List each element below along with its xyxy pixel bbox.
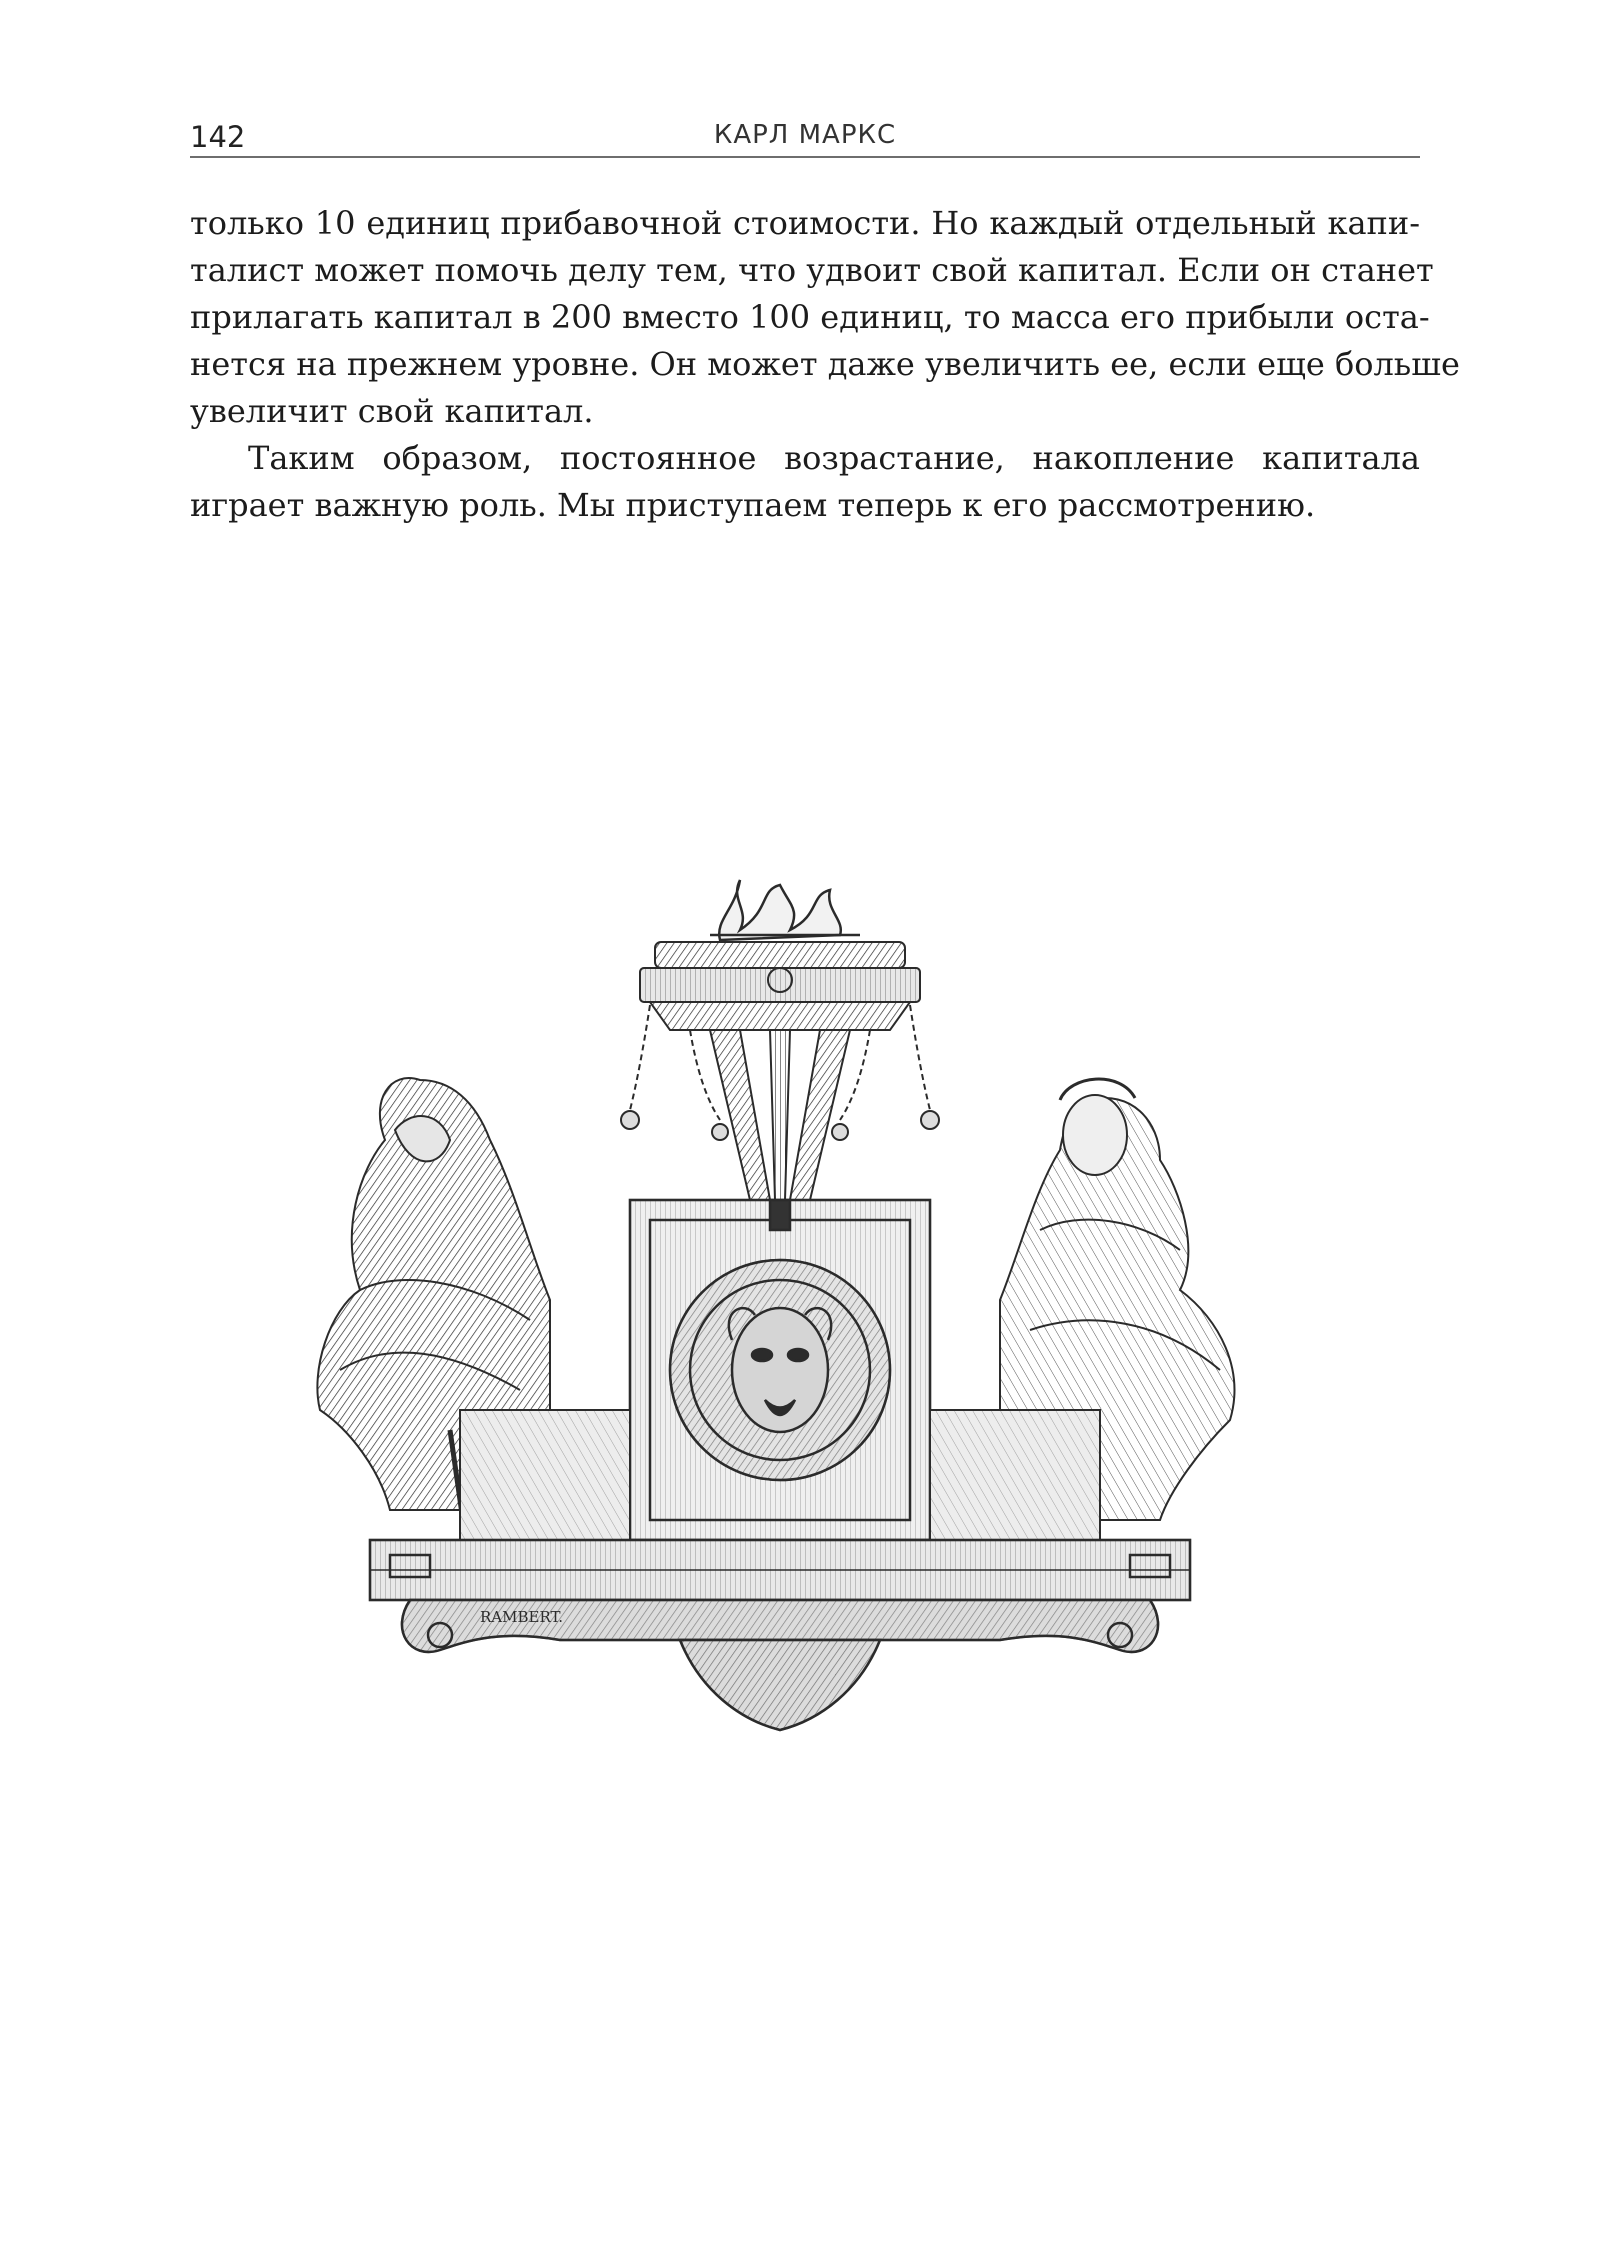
- paragraph-line: нется на прежнем уровне. Он может даже увеличить ее, если еще больше: [190, 345, 1460, 383]
- engraving-illustration: [300, 870, 1260, 1750]
- engraver-signature: RAMBERT.: [480, 1608, 564, 1626]
- paragraph-line: увеличит свой капитал.: [190, 392, 594, 430]
- theatre-mask: [729, 1308, 831, 1432]
- paragraph-line: играет важную роль. Мы приступаем теперь к его рассмотрению.: [190, 486, 1316, 524]
- paragraph-line: талист может помочь делу тем, что удвоит свой капитал. Если он станет: [190, 251, 1434, 289]
- running-head-author: КАРЛ МАРКС: [713, 120, 897, 150]
- flame-ornament: [710, 880, 860, 940]
- monument-engraving: [300, 870, 1260, 1750]
- page-number: 142: [190, 120, 246, 154]
- body-text: [190, 200, 1460, 529]
- central-plinth: [630, 1200, 930, 1540]
- paragraph-line: прилагать капитал в 200 вместо 100 единиц, то масса его прибыли оста-: [190, 298, 1430, 336]
- paragraph-line: Таким образом, постоянное возрастание, накопление капитала: [248, 439, 1420, 477]
- running-head: [190, 118, 1420, 158]
- brazier: [621, 942, 939, 1200]
- paragraph-line: только 10 единиц прибавочной стоимости. Но каждый отдельный капи-: [190, 204, 1420, 242]
- base-slab: [370, 1540, 1190, 1600]
